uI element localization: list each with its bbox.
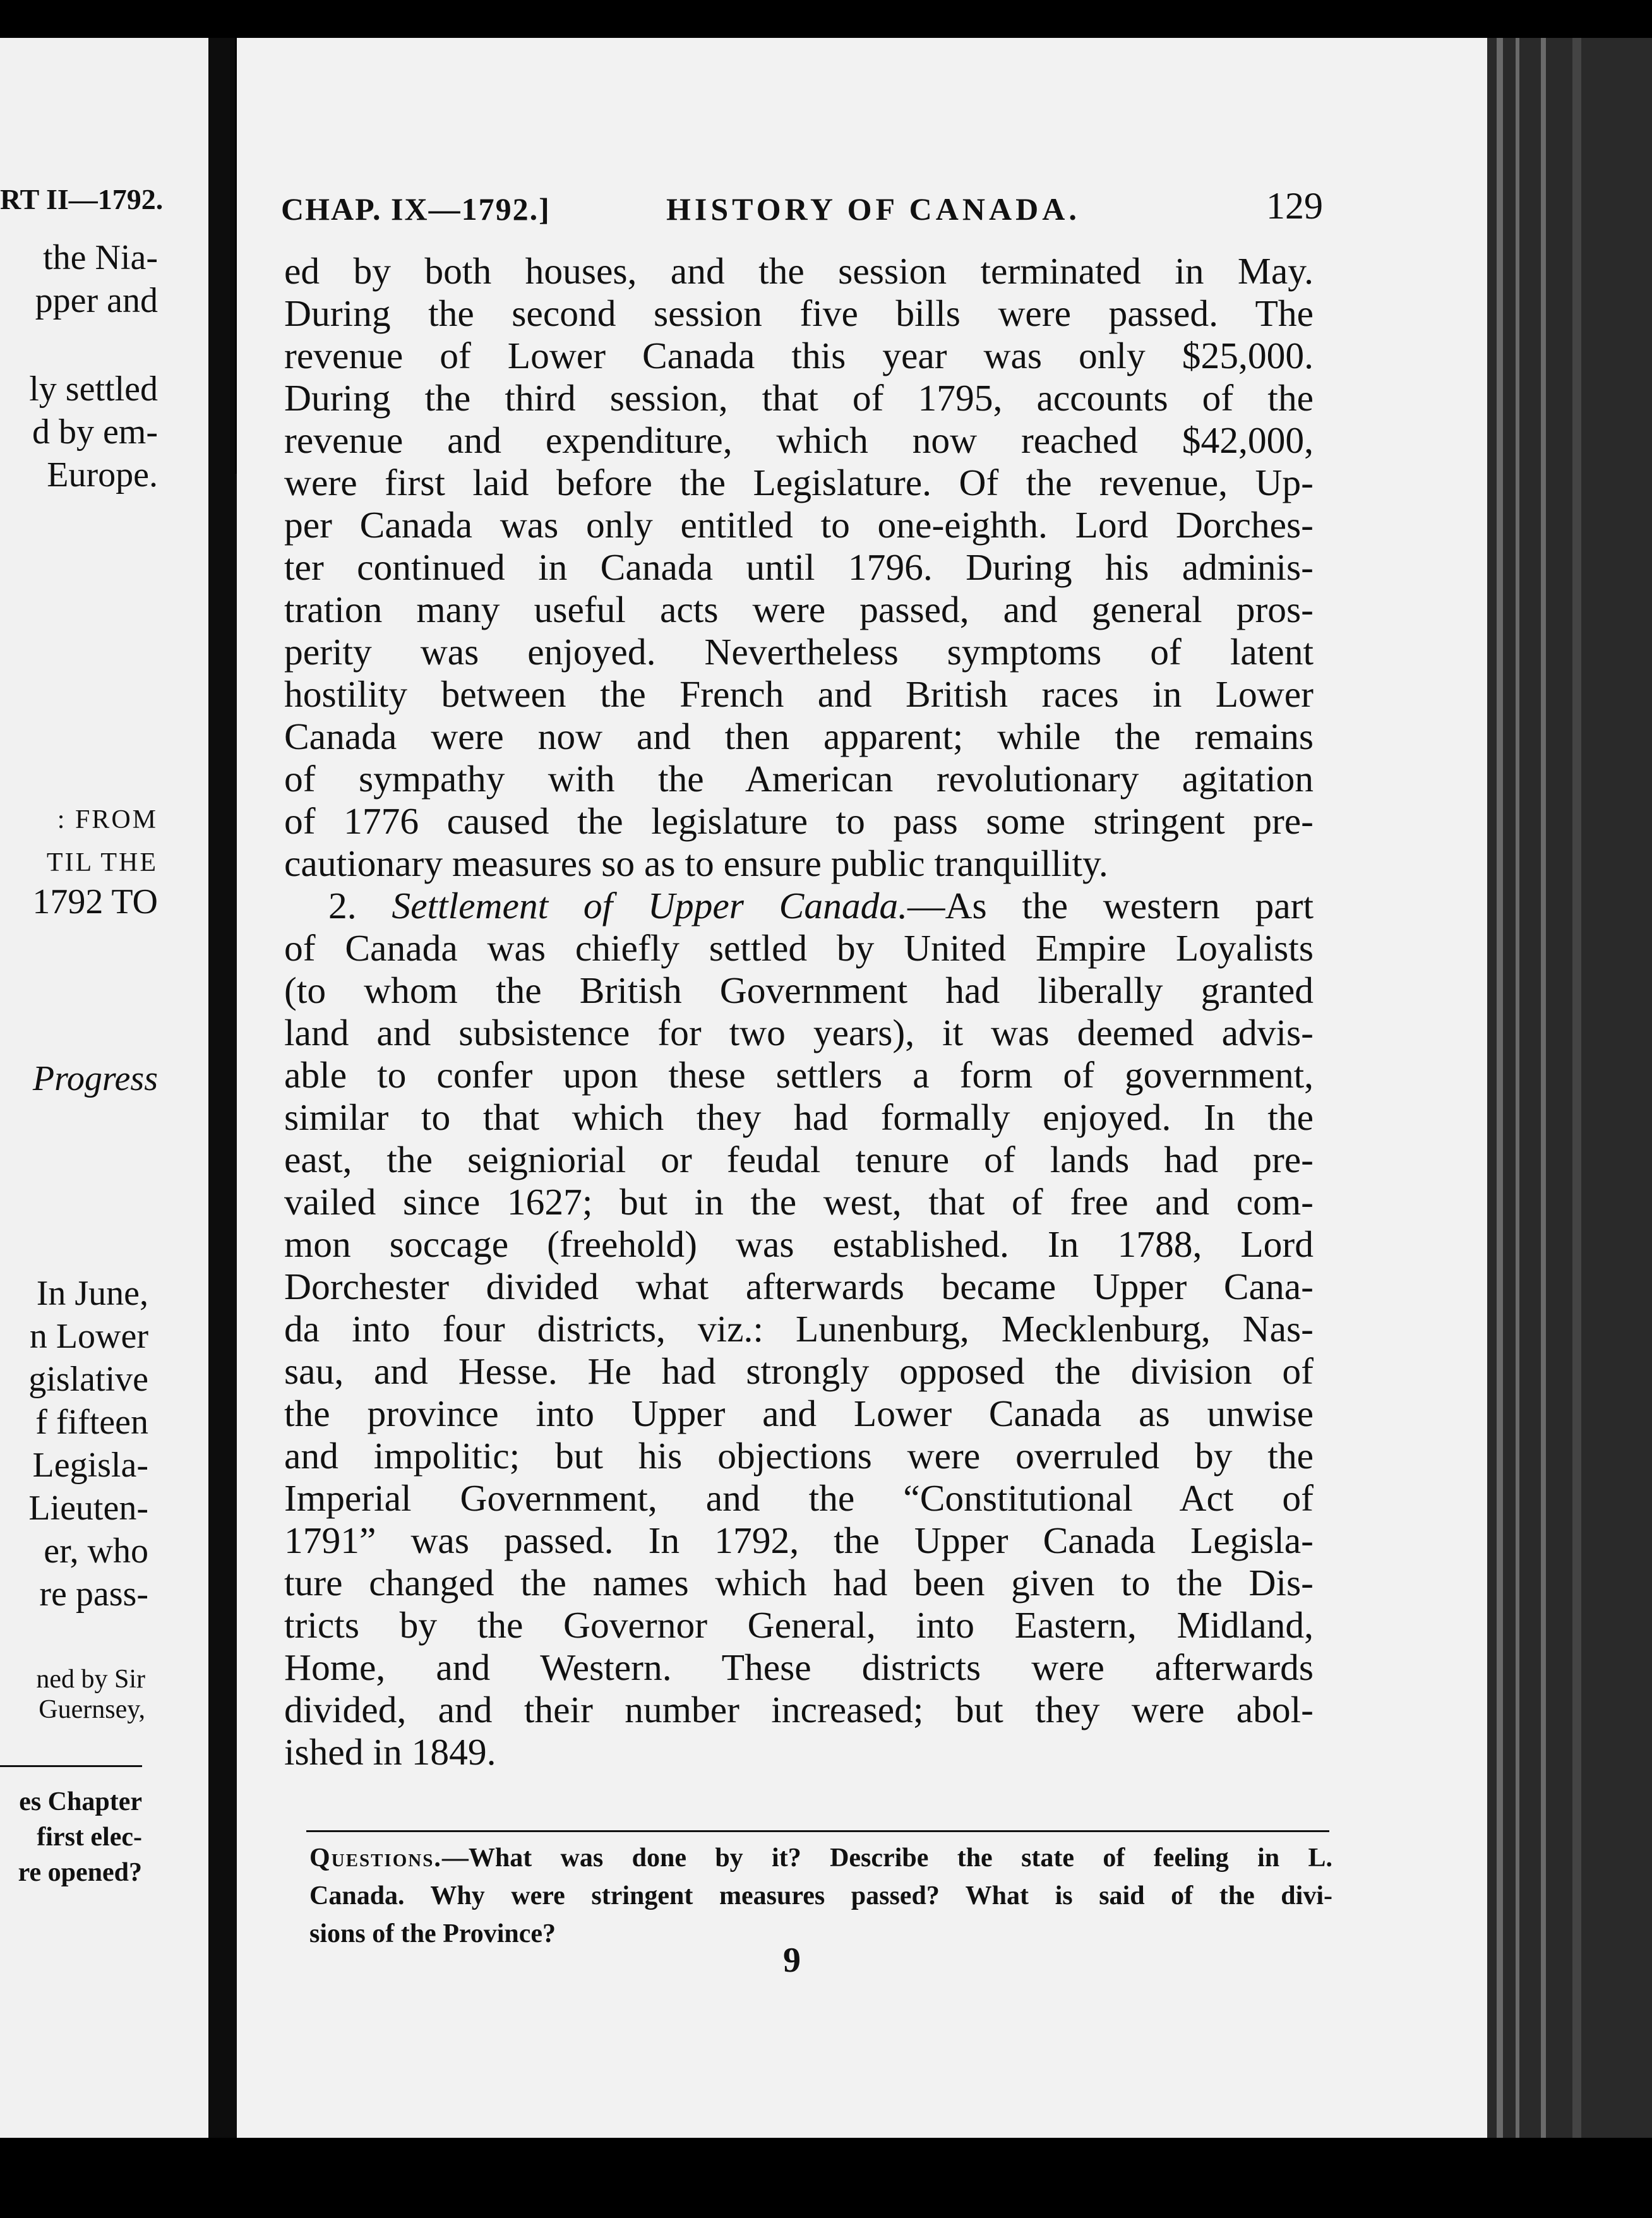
right-page xyxy=(237,38,1487,2138)
text-line: sau, and Hesse. He had strongly opposed the division of xyxy=(284,1350,1314,1392)
text-line: Dorchester divided what afterwards became Upper Cana- xyxy=(284,1266,1314,1307)
chapter-label: CHAP. IX—1792.] xyxy=(281,191,551,227)
signature-mark: 9 xyxy=(783,1941,801,1980)
scan-border-bottom xyxy=(0,2138,1652,2218)
left-question-line: es Chapter xyxy=(19,1787,142,1816)
text-line: divided, and their number increased; but they were abol- xyxy=(284,1689,1314,1730)
left-question-line: first elec- xyxy=(37,1823,142,1852)
text-line: vailed since 1627; but in the west, that of free and com- xyxy=(284,1181,1314,1223)
text-line: perity was enjoyed. Nevertheless symptoms of latent xyxy=(284,631,1314,673)
text-line: During the third session, that of 1795, accounts of the xyxy=(284,377,1314,419)
text-line: of 1776 caused the legislature to pass some stringent pre- xyxy=(284,800,1314,842)
text-line: Imperial Government, and the “Constitutional Act of xyxy=(284,1477,1314,1519)
left-text-line: ly settled xyxy=(29,369,158,409)
page-number: 129 xyxy=(1266,185,1323,227)
page-edge-line xyxy=(1541,38,1546,2138)
text-line: 1791” was passed. In 1792, the Upper Canada Legisla- xyxy=(284,1520,1314,1561)
left-heading-line: 1792 TO xyxy=(32,882,158,921)
page-edge-line xyxy=(1516,38,1519,2138)
text-line: (to whom the British Government had liberally granted xyxy=(284,969,1314,1011)
text-line: ed by both houses, and the session terminated in May. xyxy=(284,250,1314,292)
text-line: and impolitic; but his objections were overruled by the xyxy=(284,1435,1314,1477)
text-line: were first laid before the Legislature. Of the revenue, Up- xyxy=(284,462,1314,503)
left-text-line: f fifteen xyxy=(35,1403,148,1442)
text-line: During the second session five bills were passed. The xyxy=(284,292,1314,334)
left-text-line: re pass- xyxy=(39,1574,148,1614)
left-text-line: er, who xyxy=(44,1532,148,1571)
text-line: Canada were now and then apparent; while the remains xyxy=(284,716,1314,757)
scan-border-top xyxy=(0,0,1652,38)
left-text-line: Lieuten- xyxy=(28,1489,148,1528)
left-italic-line: Progress xyxy=(32,1059,158,1098)
text-line: ished in 1849. xyxy=(284,1731,496,1773)
questions-line: sions of the Province? xyxy=(309,1919,556,1948)
text-line: ture changed the names which had been given to the Dis- xyxy=(284,1562,1314,1604)
questions-label: Questions. xyxy=(309,1843,442,1873)
left-text-line: d by em- xyxy=(32,412,158,452)
left-text-line: the Nia- xyxy=(43,238,158,277)
book-gutter xyxy=(208,38,237,2138)
text-line: able to confer upon these settlers a form of government, xyxy=(284,1054,1314,1096)
text-line: of Canada was chiefly settled by United Empire Loyalists xyxy=(284,927,1314,969)
left-heading-line: TIL THE xyxy=(46,848,158,877)
section-heading: Settlement of Upper Canada. xyxy=(392,885,907,926)
text-line: cautionary measures so as to ensure public tranquillity. xyxy=(284,842,1108,884)
text-line: revenue and expenditure, which now reached $42,000, xyxy=(284,419,1314,461)
left-text-line: Legisla- xyxy=(32,1446,148,1485)
text-line: tricts by the Governor General, into Eastern, Midland, xyxy=(284,1604,1314,1646)
left-page-fragment xyxy=(0,38,235,2138)
page-edges xyxy=(1487,38,1652,2138)
section-lead: —As the western part xyxy=(907,885,1314,926)
page-edge-line xyxy=(1497,38,1503,2138)
questions-block xyxy=(309,1839,1332,1953)
text-line: hostility between the French and British races in Lower xyxy=(284,673,1314,715)
text-line: land and subsistence for two years), it was deemed advis- xyxy=(284,1012,1314,1053)
questions-line xyxy=(309,1839,1332,1877)
text-line: east, the seigniorial or feudal tenure of lands had pre- xyxy=(284,1139,1314,1180)
section-heading-line xyxy=(284,885,1314,927)
text-line: mon soccage (freehold) was established. In 1788, Lord xyxy=(284,1223,1314,1265)
left-heading-line: : FROM xyxy=(57,805,158,834)
left-question-line: re opened? xyxy=(18,1858,142,1887)
text-line: per Canada was only entitled to one-eighth. Lord Dorches- xyxy=(284,504,1314,546)
left-rule xyxy=(0,1765,142,1767)
text-line: of sympathy with the American revolutionary agitation xyxy=(284,758,1314,800)
text-line: Home, and Western. These districts were afterwards xyxy=(284,1646,1314,1688)
book-title: HISTORY OF CANADA. xyxy=(666,191,1080,227)
questions-rule xyxy=(306,1830,1329,1832)
text-line: ter continued in Canada until 1796. During his adminis- xyxy=(284,546,1314,588)
text-line: tration many useful acts were passed, and general pros- xyxy=(284,589,1314,630)
left-text-line: Europe. xyxy=(47,455,158,495)
text-line: da into four districts, viz.: Lunenburg, Mecklenburg, Nas- xyxy=(284,1308,1314,1350)
left-text-line: In June, xyxy=(36,1274,148,1313)
left-text-line: pper and xyxy=(35,281,158,320)
text-line: the province into Upper and Lower Canada as unwise xyxy=(284,1393,1314,1434)
left-footnote-line: Guernsey, xyxy=(39,1695,145,1724)
running-header xyxy=(281,184,1487,235)
left-footnote-line: ned by Sir xyxy=(36,1665,145,1694)
section-number: 2. xyxy=(328,885,357,926)
text-line: revenue of Lower Canada this year was only $25,000. xyxy=(284,335,1314,376)
questions-text: —What was done by it? Describe the state of feeling in L. xyxy=(441,1843,1332,1873)
text-line: similar to that which they had formally enjoyed. In the xyxy=(284,1096,1314,1138)
body-text xyxy=(284,250,1314,1773)
questions-line: Canada. Why were stringent measures passed? What is said of the divi- xyxy=(309,1881,1332,1910)
page-edge-line xyxy=(1572,38,1581,2138)
left-text-line: n Lower xyxy=(29,1317,148,1356)
left-running-head: RT II—1792. xyxy=(0,183,164,215)
left-text-line: gislative xyxy=(28,1360,148,1399)
